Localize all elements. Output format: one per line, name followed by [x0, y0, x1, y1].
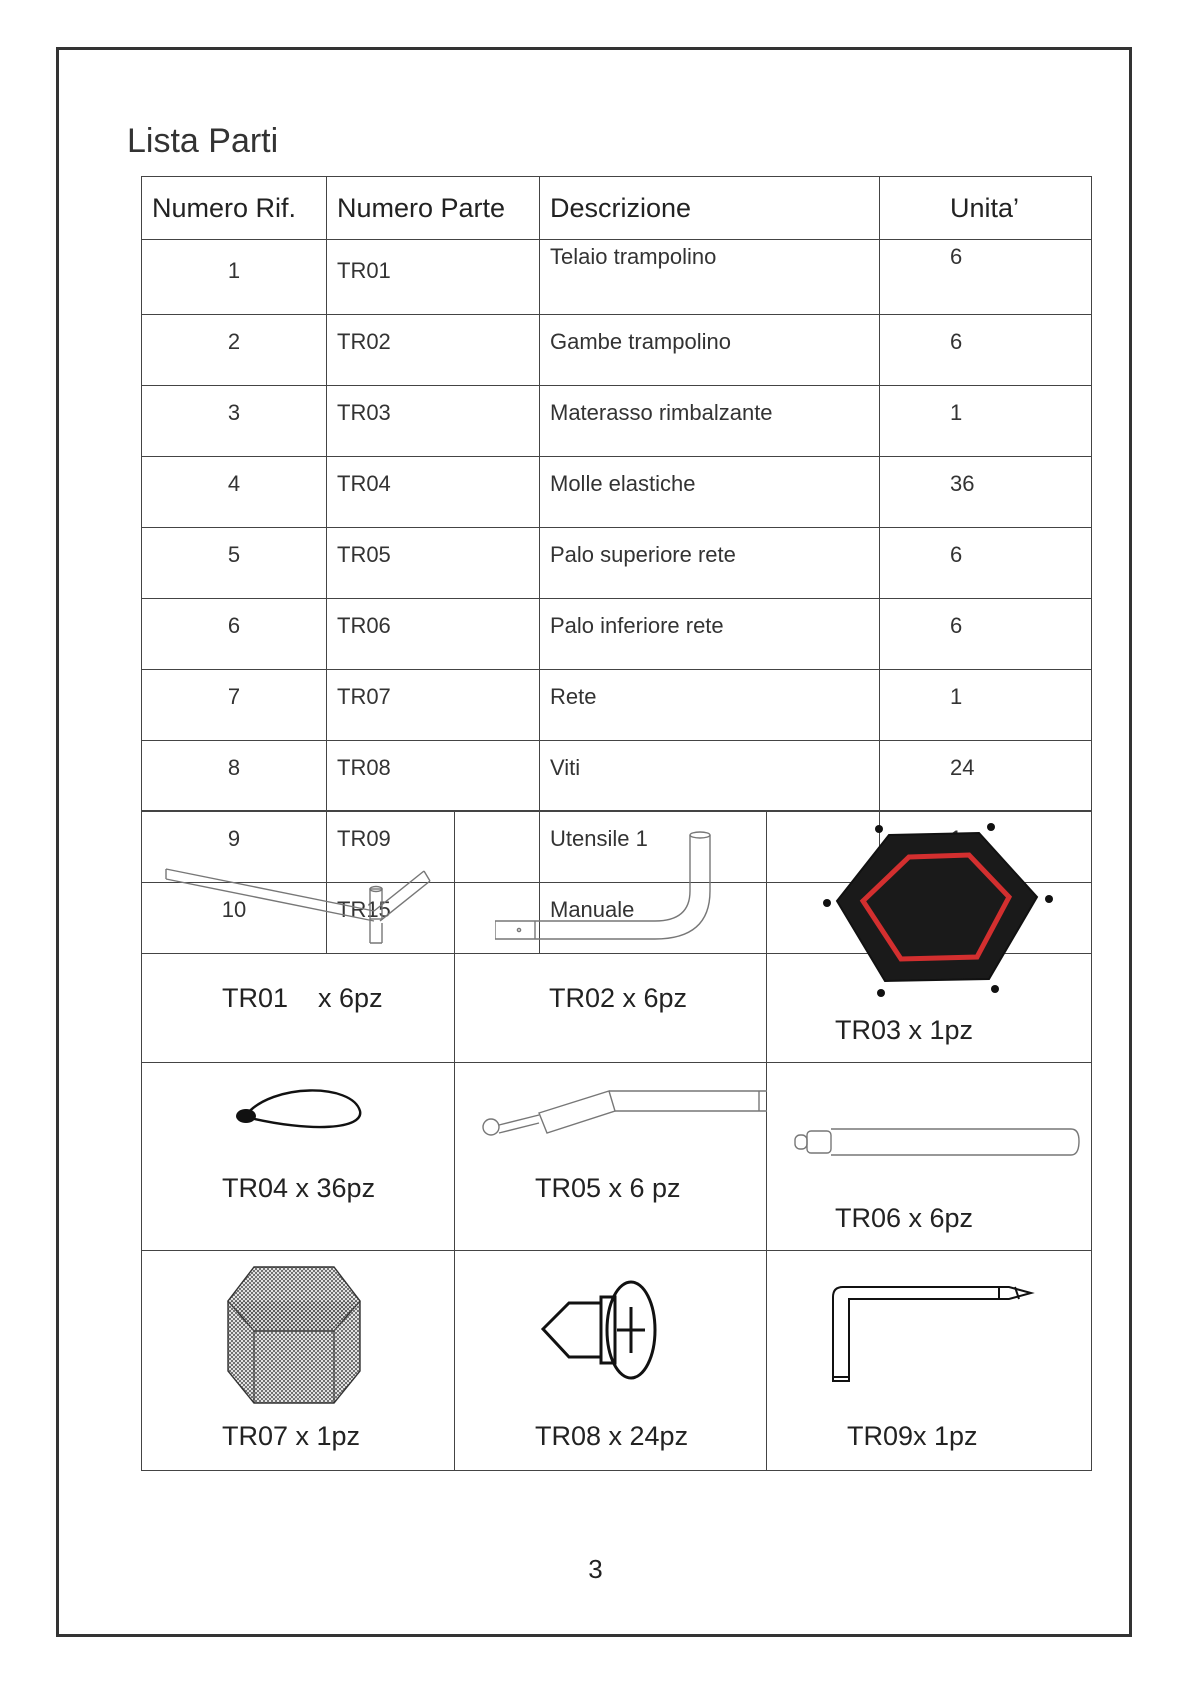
row-qty: 6: [880, 240, 1092, 315]
header-description: Descrizione: [540, 177, 880, 240]
frame-tube-icon: [162, 851, 432, 961]
header-units: Unita’: [880, 177, 1092, 240]
table-header-row: [142, 177, 1092, 240]
row-desc: Materasso rimbalzante: [540, 386, 880, 457]
header-ref-number: Numero Rif.: [142, 177, 327, 240]
row-ref: 8: [142, 741, 327, 812]
row-part: TR09: [327, 812, 540, 883]
row-desc: Molle elastiche: [540, 457, 880, 528]
part-label: TR02 x 6pz: [549, 983, 688, 1013]
parts-illustration-grid: [141, 810, 1092, 1471]
table-row: [142, 528, 1092, 599]
leg-tube-icon: [495, 831, 745, 951]
row-desc: Utensile 1: [540, 812, 880, 883]
table-row: [142, 670, 1092, 741]
row-part: TR07: [327, 670, 540, 741]
screw-icon: [531, 1271, 671, 1391]
row-ref: 1: [142, 240, 327, 315]
table-row: [142, 386, 1092, 457]
row-part: TR01: [327, 240, 540, 315]
part-label: TR07 x 1pz: [222, 1421, 361, 1451]
part-cell-tr01: [142, 811, 455, 1063]
part-label: TR08 x 24pz: [535, 1421, 689, 1451]
elastic-cord-icon: [232, 1083, 372, 1143]
page-number: 3: [588, 1554, 603, 1584]
row-part: TR02: [327, 315, 540, 386]
part-cell-tr08: [455, 1251, 767, 1471]
part-label: TR05 x 6 pz: [535, 1173, 681, 1203]
part-cell-tr02: [455, 811, 767, 1063]
allen-key-icon: [829, 1281, 1049, 1391]
row-qty: 36: [880, 457, 1092, 528]
table-row: [142, 315, 1092, 386]
row-part: TR15: [327, 883, 540, 954]
lower-net-pole-icon: [791, 1123, 1081, 1163]
part-label: TR01 x 6pz: [222, 983, 383, 1013]
part-cell-tr04: [142, 1063, 455, 1251]
part-cell-tr05: [455, 1063, 767, 1251]
part-label: TR04 x 36pz: [222, 1173, 376, 1203]
row-ref: 9: [142, 812, 327, 883]
page-title: Lista Parti: [127, 122, 279, 160]
row-qty: 6: [880, 599, 1092, 670]
row-part: TR04: [327, 457, 540, 528]
part-label: TR03 x 1pz: [835, 1015, 974, 1045]
row-part: TR08: [327, 741, 540, 812]
part-cell-tr03: [767, 811, 1092, 1063]
row-qty: 6: [880, 315, 1092, 386]
row-ref: 2: [142, 315, 327, 386]
table-row: [142, 741, 1092, 812]
row-qty: 1: [880, 670, 1092, 741]
row-ref: 7: [142, 670, 327, 741]
table-row: [142, 457, 1092, 528]
jump-mat-icon: [819, 819, 1059, 999]
row-desc: Viti: [540, 741, 880, 812]
header-part-number: Numero Parte: [327, 177, 540, 240]
row-qty: 1: [880, 386, 1092, 457]
table-row: [142, 240, 1092, 315]
row-ref: 3: [142, 386, 327, 457]
part-label: TR09x 1pz: [847, 1421, 978, 1451]
row-desc: Palo inferiore rete: [540, 599, 880, 670]
row-desc: Manuale: [540, 883, 880, 954]
table-row: [142, 599, 1092, 670]
row-ref: 4: [142, 457, 327, 528]
row-desc: Gambe trampolino: [540, 315, 880, 386]
row-part: TR03: [327, 386, 540, 457]
row-ref: 6: [142, 599, 327, 670]
row-part: TR05: [327, 528, 540, 599]
safety-net-icon: [224, 1261, 364, 1411]
row-qty: 6: [880, 528, 1092, 599]
row-desc: Rete: [540, 670, 880, 741]
row-desc: Palo superiore rete: [540, 528, 880, 599]
part-cell-tr09: [767, 1251, 1092, 1471]
part-cell-tr06: [767, 1063, 1092, 1251]
row-part: TR06: [327, 599, 540, 670]
row-desc: Telaio trampolino: [540, 240, 880, 315]
part-cell-tr07: [142, 1251, 455, 1471]
part-label: TR06 x 6pz: [835, 1203, 974, 1233]
upper-net-pole-icon: [477, 1083, 767, 1153]
row-ref: 10: [142, 883, 327, 954]
row-qty: 24: [880, 741, 1092, 812]
row-ref: 5: [142, 528, 327, 599]
